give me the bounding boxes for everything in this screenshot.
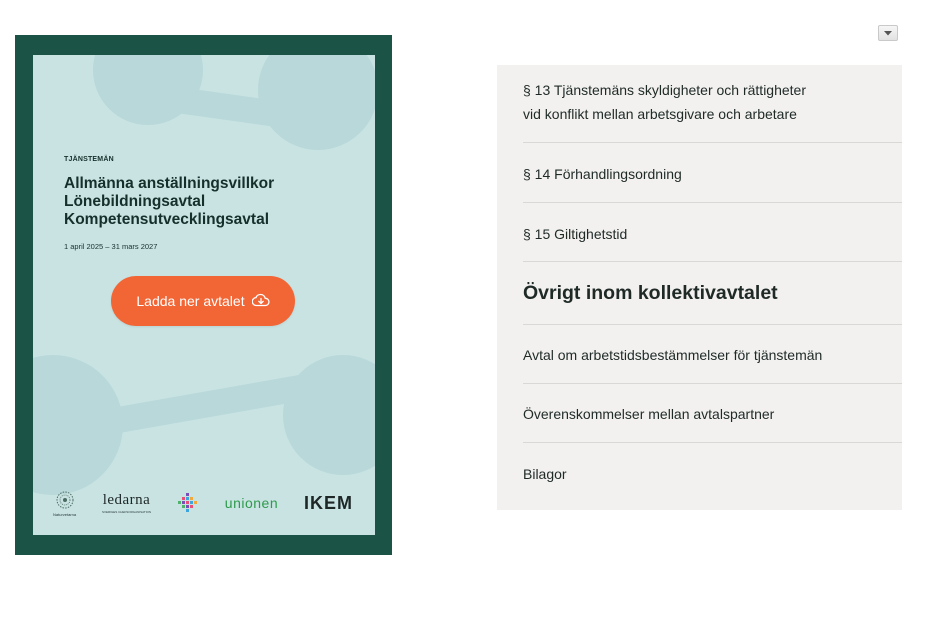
collapse-toggle-button[interactable] [878,25,898,41]
cover-decoration [283,355,375,475]
agreement-cover [33,55,375,535]
toc-item-label: Avtal om arbetstidsbestämmelser för tjänstemän [523,347,823,363]
toc-item-label: Bilagor [523,466,567,482]
toc-item-appendices[interactable] [523,443,902,503]
download-agreement-button[interactable] [111,276,295,326]
agreement-cover-frame [15,35,392,555]
toc-heading-label: Övrigt inom kollektivavtalet [523,282,778,304]
toc-item-label: § 15 Giltighetstid [523,226,628,242]
toc-item-working-hours[interactable] [523,325,902,384]
ledarna-tagline: SVERIGES CHEFSORGANISATION [101,510,152,514]
naturvetarna-wordmark: Naturvetarna [53,511,77,517]
table-of-contents [497,65,902,510]
cover-title-line: Lönebildningsavtal [64,193,206,210]
toc-item-label: § 13 Tjänstemäns skyldigheter och rättigheter [523,82,807,98]
toc-heading-other[interactable] [523,262,902,325]
toc-item-section-13[interactable] [523,65,902,143]
pixel-mark-logo [177,492,199,514]
partner-logos [53,483,353,523]
unionen-logo: unionen [224,495,279,511]
naturvetarna-logo [53,490,76,517]
toc-item-agreements[interactable] [523,384,902,443]
ledarna-wordmark: ledarna [102,492,151,508]
ikem-logo: IKEM [303,492,353,513]
caret-down-icon [883,30,893,36]
agreement-period: 1 april 2025 – 31 mars 2027 [64,242,158,251]
cover-title-line: Allmänna anställningsvillkor [64,175,275,192]
toc-item-section-14[interactable] [523,143,902,203]
cover-title [64,175,364,229]
toc-item-section-15[interactable] [523,203,902,262]
toc-item-label: vid konflikt mellan arbetsgivare och arbetare [523,106,797,122]
cloud-download-icon [252,293,270,310]
ledarna-logo [102,492,151,514]
download-agreement-label: Ladda ner avtalet [136,293,245,309]
pixel-mark-icon [177,492,199,514]
toc-item-label: Överenskommelser mellan avtalspartner [523,406,775,422]
naturvetarna-emblem-icon [55,490,75,510]
cover-title-line: Kompetensutvecklingsavtal [64,211,270,228]
toc-item-label: § 14 Förhandlingsordning [523,166,682,182]
cover-eyebrow: TJÄNSTEMÄN [64,156,114,163]
